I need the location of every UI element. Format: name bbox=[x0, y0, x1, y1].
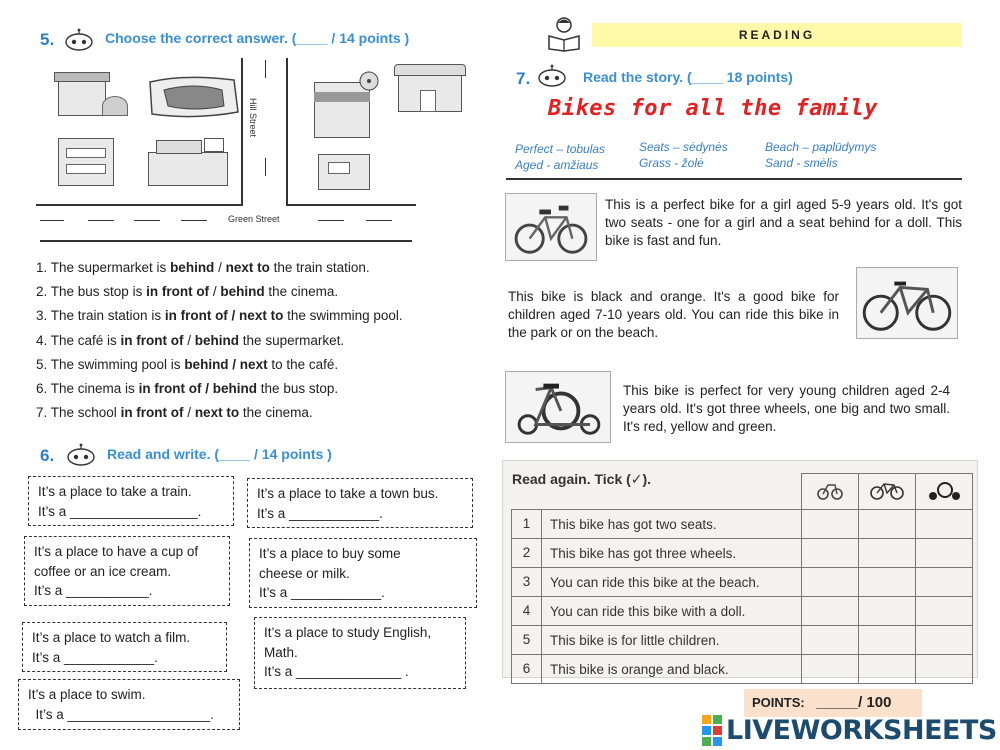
tick-cell[interactable] bbox=[802, 510, 859, 539]
tick-cell[interactable] bbox=[859, 655, 916, 684]
tick-cell[interactable] bbox=[859, 510, 916, 539]
section6-number: 6. bbox=[40, 446, 55, 465]
reading-header: READING bbox=[592, 23, 962, 47]
tick-cell[interactable] bbox=[916, 568, 973, 597]
story-paragraph-1: This is a perfect bike for a girl aged 5-9 years old. It's got two seats - one for a girl and a seat behind for a doll. This bike is fast and fun. bbox=[605, 197, 962, 248]
write-box-7[interactable]: It’s a place to swim. It’s a ___________________. bbox=[18, 679, 240, 730]
vocab-col-1: Perfect – tobulas Aged - amžiaus bbox=[515, 142, 606, 172]
tick-table bbox=[511, 473, 973, 684]
points-label: POINTS: bbox=[752, 695, 805, 710]
s5-item-7[interactable]: 7. The school in front of / next to the cinema. bbox=[36, 405, 313, 421]
tick-cell[interactable] bbox=[802, 655, 859, 684]
section7-title: Read the story. (____ 18 points) bbox=[583, 69, 793, 85]
tick-cell[interactable] bbox=[859, 539, 916, 568]
section5-number: 5. bbox=[40, 30, 55, 49]
write-box-6[interactable]: It’s a place to study English, Math. It’s a ______________ . bbox=[254, 617, 466, 689]
tick-cell[interactable] bbox=[859, 597, 916, 626]
tick-cell[interactable] bbox=[802, 597, 859, 626]
tick-cell[interactable] bbox=[916, 626, 973, 655]
train-station-building bbox=[148, 152, 228, 186]
tricycle-photo bbox=[505, 371, 611, 443]
tick-title: Read again. Tick (✓). bbox=[512, 471, 652, 487]
tick-cell[interactable] bbox=[802, 626, 859, 655]
tick-cell[interactable] bbox=[916, 597, 973, 626]
write-box-4[interactable]: It’s a place to buy some cheese or milk. It’s a ____________. bbox=[249, 538, 477, 608]
s5-item-6[interactable]: 6. The cinema is in front of / behind the bus stop. bbox=[36, 381, 339, 397]
write-box-2[interactable]: It’s a place to take a town bus. It’s a ____________. bbox=[247, 478, 473, 528]
cafe-building bbox=[58, 78, 106, 116]
story-title: Bikes for all the family bbox=[548, 96, 878, 121]
divider bbox=[506, 178, 962, 180]
s5-item-3[interactable]: 3. The train station is in front of / next to the swimming pool. bbox=[36, 308, 403, 324]
section7-number: 7. bbox=[516, 69, 531, 88]
table-row: 6 This bike is orange and black. bbox=[512, 655, 973, 684]
write-box-3[interactable]: It’s a place to have a cup of coffee or an ice cream. It’s a ___________. bbox=[24, 536, 230, 606]
tick-cell[interactable] bbox=[802, 539, 859, 568]
story-paragraph-3: This bike is perfect for very young children aged 2-4 years old. It's got three wheels, one big and two small. It's red, yellow and green. bbox=[623, 383, 950, 434]
vocab-col-3: Beach – paplūdymys Sand - smėlis bbox=[765, 140, 877, 170]
tick-cell[interactable] bbox=[916, 510, 973, 539]
story-paragraph-2: This bike is black and orange. It's a good bike for children aged 7-10 years old. You can ride this bike in the park or on the beach. bbox=[508, 289, 839, 340]
girls-bike-photo bbox=[505, 193, 597, 261]
table-row: 4 You can ride this bike with a doll. bbox=[512, 597, 973, 626]
vocab-col-2: Seats – sėdynės Grass - žolė bbox=[639, 140, 728, 170]
table-row: 5 This bike is for little children. bbox=[512, 626, 973, 655]
tick-cell[interactable] bbox=[916, 539, 973, 568]
tick-cell[interactable] bbox=[859, 568, 916, 597]
reading-person-icon bbox=[545, 16, 583, 52]
points-value: _____/ 100 bbox=[816, 694, 892, 711]
s5-item-1[interactable]: 1. The supermarket is behind / next to the train station. bbox=[36, 260, 370, 275]
liveworksheets-logo[interactable]: LIVEWORKSHEETS bbox=[700, 712, 997, 748]
s5-item-5[interactable]: 5. The swimming pool is behind / next to the café. bbox=[36, 356, 339, 372]
section5-title: Choose the correct answer. (____ / 14 points ) bbox=[105, 30, 410, 46]
table-row: 3 You can ride this bike at the beach. bbox=[512, 568, 973, 597]
girls-bike-column-icon bbox=[802, 474, 859, 510]
school-building bbox=[58, 138, 114, 186]
hill-street-label: Hill Street bbox=[248, 98, 258, 138]
swimming-pool bbox=[144, 72, 244, 122]
table-row: 1 This bike has got two seats. bbox=[512, 510, 973, 539]
robot-icon bbox=[64, 28, 94, 52]
town-map bbox=[36, 58, 416, 244]
logo-mark-icon bbox=[700, 713, 724, 747]
write-box-5[interactable]: It’s a place to watch a film. It’s a ____________. bbox=[22, 622, 227, 672]
green-street-label: Green Street bbox=[228, 214, 280, 224]
film-reel-icon bbox=[358, 70, 380, 92]
robot-icon bbox=[537, 64, 567, 88]
s5-item-4[interactable]: 4. The café is in front of / behind the supermarket. bbox=[36, 332, 345, 348]
tricycle-column-icon bbox=[916, 474, 973, 510]
black-orange-bike-photo bbox=[856, 267, 958, 339]
s5-item-2[interactable]: 2. The bus stop is in front of / behind the cinema. bbox=[36, 284, 339, 300]
write-box-1[interactable]: It’s a place to take a train. It’s a _________________. bbox=[28, 476, 234, 526]
tick-cell[interactable] bbox=[802, 568, 859, 597]
black-bike-column-icon bbox=[859, 474, 916, 510]
section5-list bbox=[36, 256, 476, 425]
tick-table-panel bbox=[502, 460, 978, 678]
tick-cell[interactable] bbox=[916, 655, 973, 684]
robot-icon bbox=[66, 443, 96, 467]
table-row: 2 This bike has got three wheels. bbox=[512, 539, 973, 568]
tick-cell[interactable] bbox=[859, 626, 916, 655]
section6-title: Read and write. (____ / 14 points ) bbox=[107, 446, 332, 462]
